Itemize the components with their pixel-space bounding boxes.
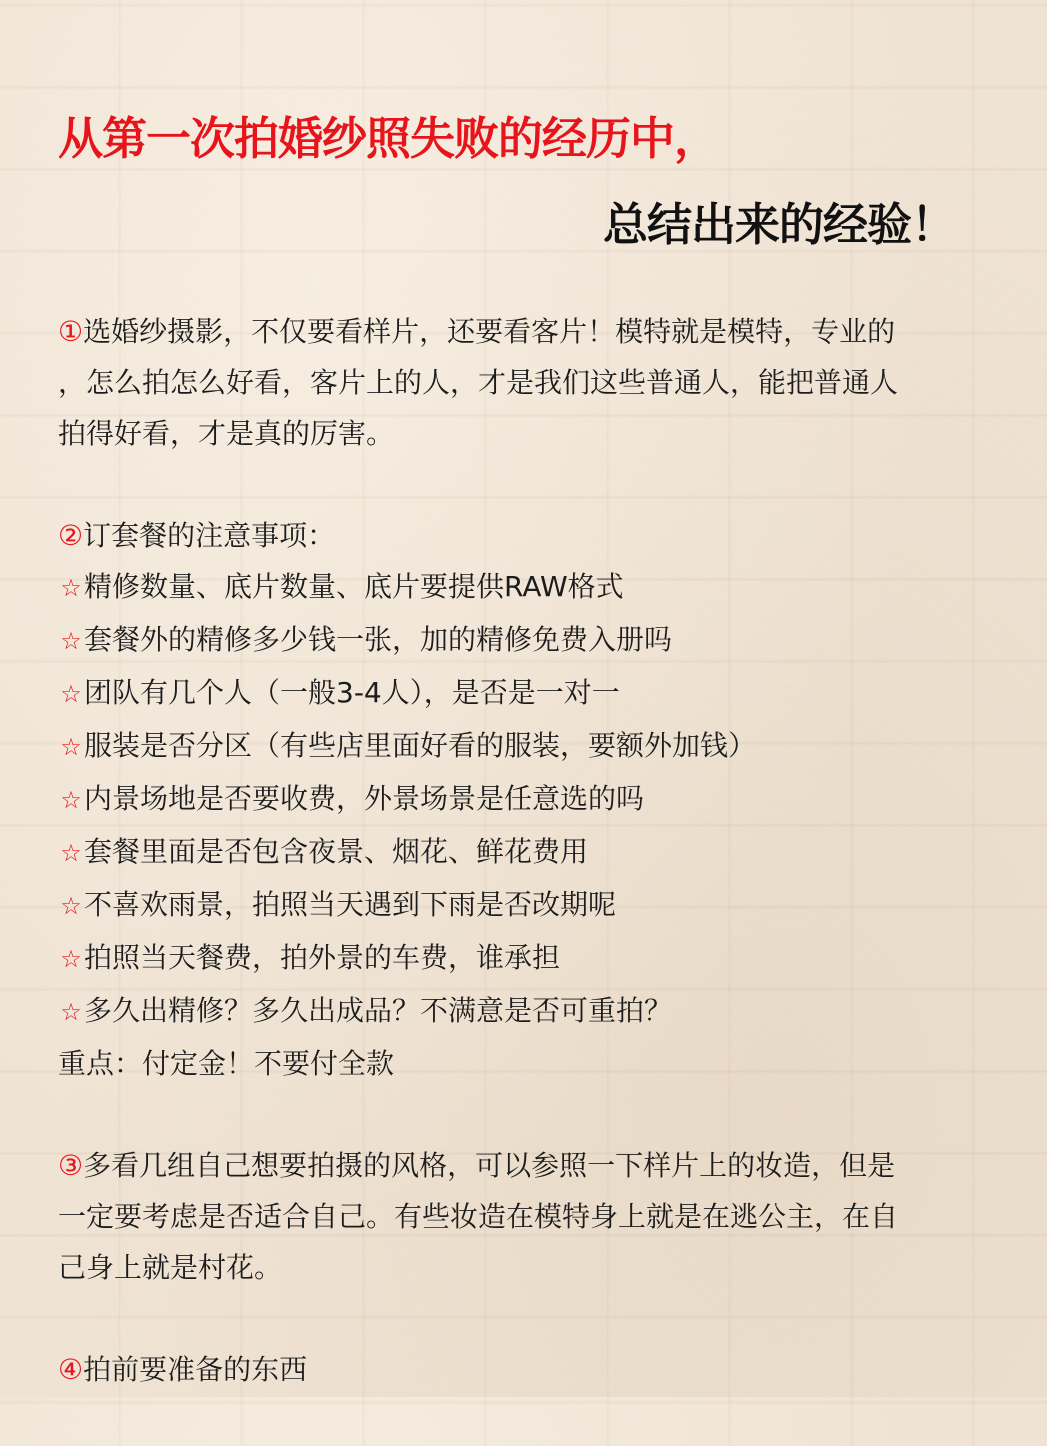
checklist-item-text: 服装是否分区（有些店里面好看的服装，要额外加钱） <box>84 729 757 762</box>
section-1-line: 拍得好看，才是真的厉害。 <box>58 417 395 450</box>
checklist-item-text: 多久出精修？多久出成品？不满意是否可重拍？ <box>84 994 673 1027</box>
section-3-text: 多看几组自己想要拍摄的风格，可以参照一下样片上的妆造，但是 <box>83 1149 896 1182</box>
title-line-2: 总结出来的经验！ <box>602 198 955 251</box>
star-icon: ☆ <box>60 945 82 973</box>
section-4-marker: ④ <box>58 1353 84 1386</box>
checklist-item <box>58 561 968 614</box>
section-4 <box>58 1344 968 1395</box>
checklist-item <box>58 826 968 879</box>
section-1-line <box>58 306 968 357</box>
section-4-heading-line <box>58 1344 968 1395</box>
section-3-line: 己身上就是村花。 <box>58 1251 283 1284</box>
checklist-item-text: 套餐里面是否包含夜景、烟花、鲜花费用 <box>84 835 589 868</box>
section-2-heading: 订套餐的注意事项： <box>83 519 336 552</box>
star-icon: ☆ <box>60 839 82 867</box>
checklist-item <box>58 985 968 1038</box>
checklist-item <box>58 879 968 932</box>
star-icon: ☆ <box>60 786 82 814</box>
section-2 <box>58 510 968 1089</box>
section-3 <box>58 1140 968 1293</box>
section-1-marker: ① <box>58 315 84 348</box>
section-2-marker: ② <box>58 519 84 552</box>
star-icon: ☆ <box>60 680 82 708</box>
checklist-item <box>58 932 968 985</box>
checklist-item <box>58 614 968 667</box>
star-icon: ☆ <box>60 892 82 920</box>
checklist-item <box>58 667 968 720</box>
section-3-line: 一定要考虑是否适合自己。有些妆造在模特身上就是在逃公主，在自 <box>58 1200 899 1233</box>
star-icon: ☆ <box>60 733 82 761</box>
section-4-heading: 拍前要准备的东西 <box>83 1353 308 1386</box>
checklist <box>58 561 968 1038</box>
article-body <box>58 306 968 1446</box>
star-icon: ☆ <box>60 627 82 655</box>
checklist-item-text: 内景场地是否要收费，外景场景是任意选的吗 <box>84 782 645 815</box>
section-1-line: ，怎么拍怎么好看，客片上的人，才是我们这些普通人，能把普通人 <box>58 366 899 399</box>
checklist-item-text: 团队有几个人（一般3-4人），是否是一对一 <box>84 676 620 709</box>
section-3-marker: ③ <box>58 1149 84 1182</box>
section-3-line <box>58 1140 968 1191</box>
title-line-1: 从第一次拍婚纱照失败的经历中， <box>58 112 719 165</box>
section-2-heading-line <box>58 510 968 561</box>
checklist-item-text: 不喜欢雨景，拍照当天遇到下雨是否改期呢 <box>84 888 617 921</box>
checklist-item-text: 拍照当天餐费，拍外景的车费，谁承担 <box>84 941 561 974</box>
checklist-item-text: 套餐外的精修多少钱一张，加的精修免费入册吗 <box>84 623 673 656</box>
checklist-item <box>58 773 968 826</box>
checklist-item <box>58 720 968 773</box>
section-1 <box>58 306 968 459</box>
section-1-text: 选婚纱摄影，不仅要看样片，还要看客片！模特就是模特，专业的 <box>83 315 896 348</box>
key-point: 重点：付定金！不要付全款 <box>58 1047 395 1080</box>
checklist-item-text: 精修数量、底片数量、底片要提供RAW格式 <box>84 570 624 603</box>
star-icon: ☆ <box>60 574 82 602</box>
star-icon: ☆ <box>60 998 82 1026</box>
